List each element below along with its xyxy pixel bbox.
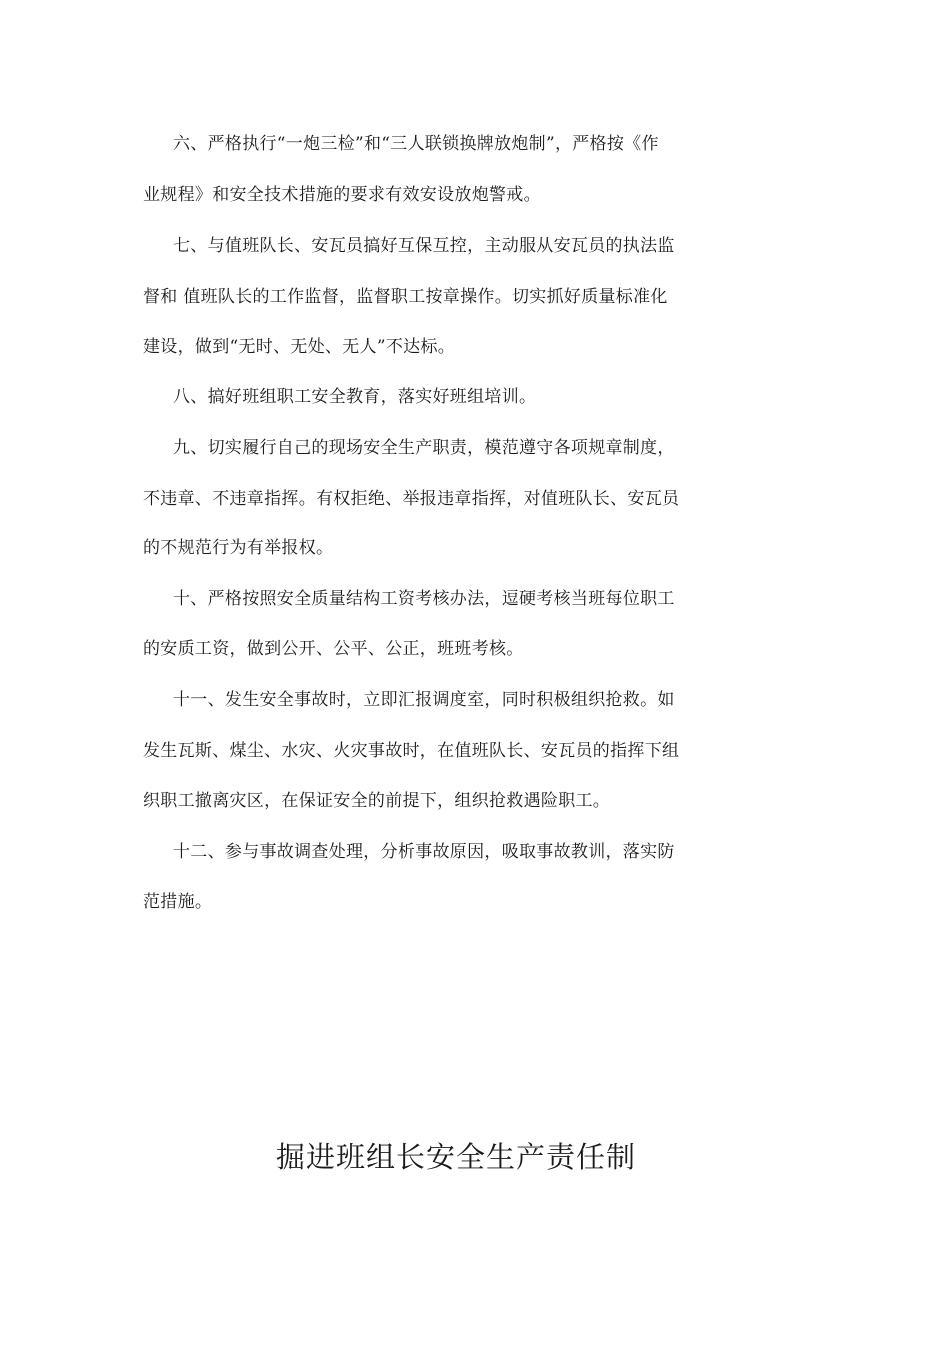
clause-7-line-1: 七、与值班队长、安瓦员搞好互保互控，主动服从安瓦员的执法监 — [173, 236, 675, 256]
clause-12-line-2: 范措施。 — [143, 892, 213, 912]
clause-9-line-1: 九、切实履行自己的现场安全生产职责，模范遵守各项规章制度， — [173, 438, 675, 458]
clause-7-line-3: 建设，做到“无时、无处、无人”不达标。 — [143, 337, 456, 357]
clause-8-line-1: 八、搞好班组职工安全教育，落实好班组培训。 — [173, 387, 537, 407]
clause-11-line-3: 织职工撤离灾区，在保证安全的前提下，组织抢救遇险职工。 — [143, 791, 611, 811]
clause-9-line-3: 的不规范行为有举报权。 — [143, 538, 334, 558]
clause-11-line-2: 发生瓦斯、煤尘、水灾、火灾事故时，在值班队长、安瓦员的指挥下组 — [143, 741, 680, 761]
clause-7-line-2: 督和 值班队长的工作监督，监督职工按章操作。切实抓好质量标准化 — [143, 287, 668, 307]
clause-9-line-2: 不违章、不违章指挥。有权拒绝、举报违章指挥，对值班队长、安瓦员 — [143, 489, 680, 509]
clause-10-line-1: 十、严格按照安全质量结构工资考核办法，逗硬考核当班每位职工 — [173, 589, 675, 609]
clause-6-line-1: 六、严格执行“一炮三检”和“三人联锁换牌放炮制”，严格按《作 — [173, 134, 659, 154]
clause-12-line-1: 十二、参与事故调查处理，分析事故原因，吸取事故教训，落实防 — [173, 842, 675, 862]
clause-11-line-1: 十一、发生安全事故时，立即汇报调度室，同时积极组织抢救。如 — [173, 690, 675, 710]
clause-6-line-2: 业规程》和安全技术措施的要求有效安设放炮警戒。 — [143, 185, 541, 205]
document-title: 掘进班组长安全生产责任制 — [275, 1140, 636, 1174]
clause-10-line-2: 的安质工资，做到公开、公平、公正，班班考核。 — [143, 639, 524, 659]
